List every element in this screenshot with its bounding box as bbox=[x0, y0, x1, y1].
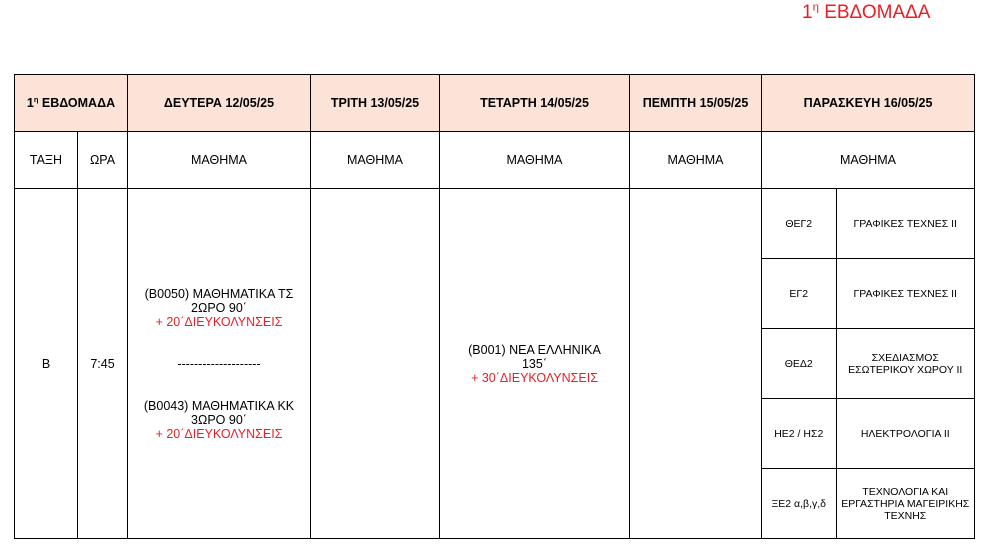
time-column-header: ΩΡΑ bbox=[78, 132, 128, 189]
monday-exam1-extra-time: + 20΄ΔΙΕΥΚΟΛΥΝΣΕΙΣ bbox=[155, 314, 283, 329]
monday-exam2-extra-time: + 20΄ΔΙΕΥΚΟΛΥΝΣΕΙΣ bbox=[155, 426, 283, 441]
subheader-row bbox=[15, 132, 975, 189]
friday-subject-cell: ΣΧΕΔΙΑΣΜΟΣ ΕΣΩΤΕΡΙΚΟΥ ΧΩΡΟΥ ΙΙ bbox=[836, 329, 974, 399]
class-cell: Β bbox=[15, 189, 78, 539]
class-b-row bbox=[15, 189, 975, 539]
day-header-monday: ΔΕΥΤΕΡΑ 12/05/25 bbox=[128, 75, 311, 132]
subject-header-wednesday: ΜΑΘΗΜΑ bbox=[440, 132, 630, 189]
friday-group-cell: ΕΓ2 bbox=[762, 259, 836, 329]
friday-row bbox=[762, 469, 974, 539]
subject-header-friday: ΜΑΘΗΜΑ bbox=[762, 132, 975, 189]
day-header-wednesday: ΤΕΤΑΡΤΗ 14/05/25 bbox=[440, 75, 630, 132]
subject-header-thursday: ΜΑΘΗΜΑ bbox=[630, 132, 762, 189]
friday-subtable bbox=[762, 189, 974, 538]
friday-subject-cell: ΓΡΑΦΙΚΕΣ ΤΕΧΝΕΣ ΙΙ bbox=[836, 259, 974, 329]
friday-subject-cell: ΤΕΧΝΟΛΟΓΙΑ ΚΑΙ ΕΡΓΑΣΤΗΡΙΑ ΜΑΓΕΙΡΙΚΗΣ ΤΕΧΝΗΣ bbox=[836, 469, 974, 539]
day-header-tuesday: ΤΡΙΤΗ 13/05/25 bbox=[311, 75, 440, 132]
thursday-cell bbox=[630, 189, 762, 539]
monday-exam2-duration: 3ΩΡΟ 90΄ bbox=[191, 412, 247, 427]
tuesday-cell bbox=[311, 189, 440, 539]
friday-group-cell: ΘΕΓ2 bbox=[762, 189, 836, 259]
subject-header-tuesday: ΜΑΘΗΜΑ bbox=[311, 132, 440, 189]
week-header: $1^\eta$ ΕΒΔΟΜΑΔΑ bbox=[15, 75, 128, 132]
friday-cell bbox=[762, 189, 975, 539]
exam-schedule-table bbox=[14, 74, 975, 539]
day-header-friday: ΠΑΡΑΣΚΕΥΗ 16/05/25 bbox=[762, 75, 975, 132]
friday-subject-cell: ΗΛΕΚΤΡΟΛΟΓΙΑ ΙΙ bbox=[836, 399, 974, 469]
friday-group-cell: ΗΕ2 / ΗΣ2 bbox=[762, 399, 836, 469]
monday-cell bbox=[128, 189, 311, 539]
page-heading: $1^\eta$ ΕΒΔΟΜΑΔΑ bbox=[802, 1, 931, 23]
monday-exam2-title: (Β0043) ΜΑΘΗΜΑΤΙΚΑ ΚΚ bbox=[143, 398, 295, 413]
monday-exam1-title: (Β0050) ΜΑΘΗΜΑΤΙΚΑ ΤΣ bbox=[144, 286, 294, 301]
time-cell: 7:45 bbox=[78, 189, 128, 539]
wednesday-exam-extra-time: + 30΄ΔΙΕΥΚΟΛΥΝΣΕΙΣ bbox=[471, 370, 598, 385]
friday-row bbox=[762, 189, 974, 259]
friday-row bbox=[762, 259, 974, 329]
subject-header-monday: ΜΑΘΗΜΑ bbox=[128, 132, 311, 189]
monday-exam1-duration: 2ΩΡΟ 90΄ bbox=[191, 300, 247, 315]
wednesday-exam-title: (Β001) ΝΕΑ ΕΛΛΗΝΙΚΑ bbox=[468, 342, 601, 357]
wednesday-cell bbox=[440, 189, 630, 539]
friday-group-cell: ΞΕ2 α,β,γ,δ bbox=[762, 469, 836, 539]
monday-separator: -------------------- bbox=[177, 356, 261, 371]
friday-row bbox=[762, 329, 974, 399]
wednesday-exam-duration: 135΄ bbox=[521, 356, 548, 371]
friday-group-cell: ΘΕΔ2 bbox=[762, 329, 836, 399]
class-column-header: ΤΑΞΗ bbox=[15, 132, 78, 189]
header-row bbox=[15, 75, 975, 132]
day-header-thursday: ΠΕΜΠΤΗ 15/05/25 bbox=[630, 75, 762, 132]
friday-row bbox=[762, 399, 974, 469]
friday-subject-cell: ΓΡΑΦΙΚΕΣ ΤΕΧΝΕΣ ΙΙ bbox=[836, 189, 974, 259]
